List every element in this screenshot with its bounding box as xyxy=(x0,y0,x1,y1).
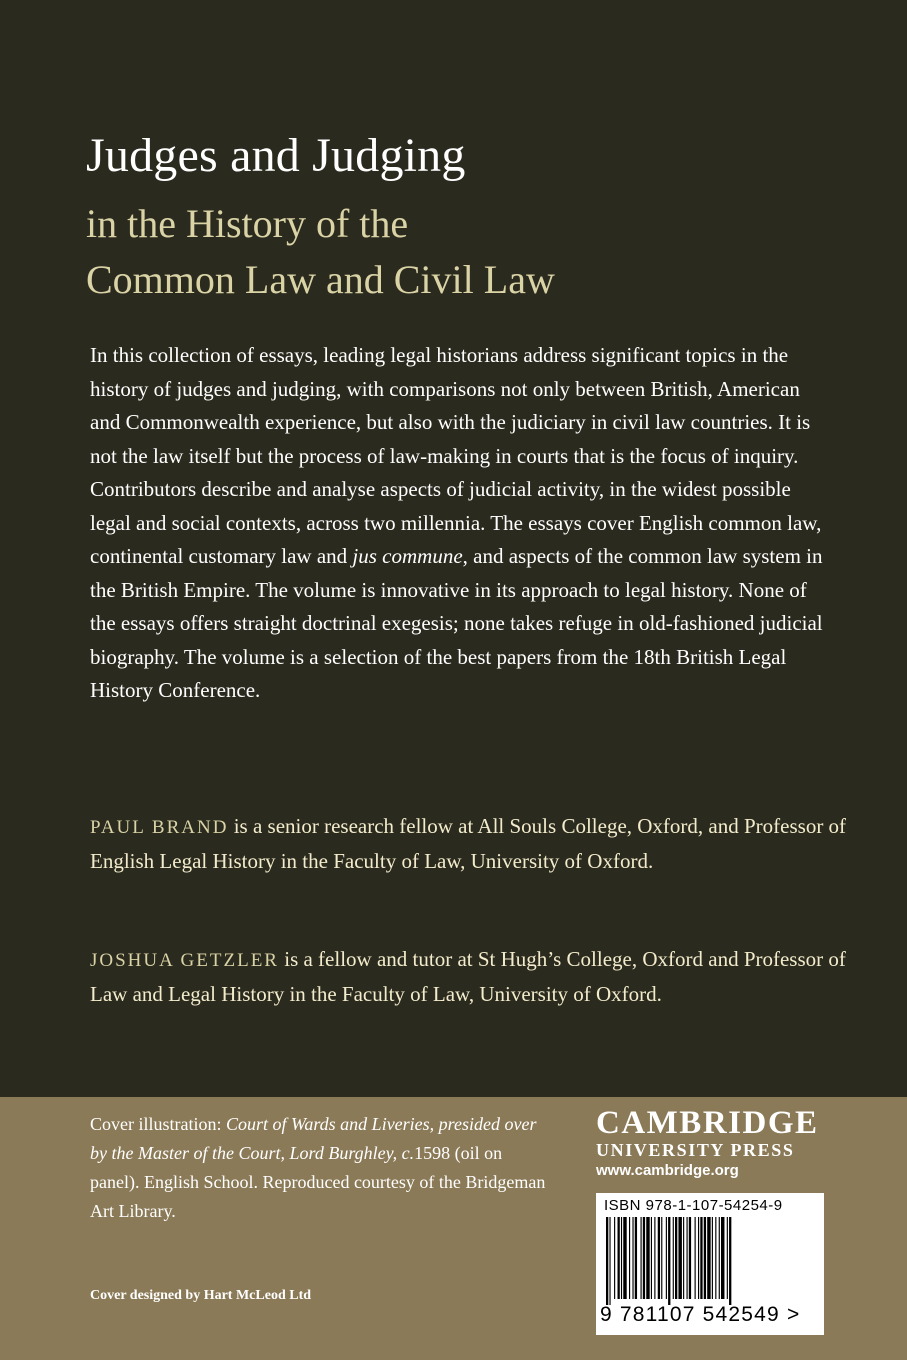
barcode-bar xyxy=(673,1217,674,1299)
author-bio-text: is a fellow and tutor at St Hugh’s College, Oxford and Professor of Law and Legal History in the Faculty of Law, University of Oxford. xyxy=(90,947,846,1006)
barcode-bar xyxy=(729,1217,731,1305)
description-italic-term: jus commune xyxy=(352,544,463,568)
barcode-bar xyxy=(614,1217,615,1299)
barcode-bar xyxy=(687,1217,688,1299)
barcode-bar xyxy=(632,1217,633,1299)
barcode-bar xyxy=(700,1217,702,1299)
author-bio-paul-brand xyxy=(90,810,850,878)
barcode-bar xyxy=(635,1217,637,1299)
barcode-bar xyxy=(651,1217,652,1299)
barcode-number: 9 781107 542549 > xyxy=(600,1303,801,1326)
barcode-bar xyxy=(707,1217,710,1299)
barcode-bar xyxy=(727,1217,728,1299)
barcode-bar xyxy=(606,1217,608,1305)
barcode-bar xyxy=(719,1217,720,1299)
barcode-bar xyxy=(689,1217,691,1299)
barcode-bar xyxy=(621,1217,622,1299)
barcode-bar xyxy=(646,1217,649,1299)
barcode-panel xyxy=(596,1193,824,1335)
barcode-bar xyxy=(661,1217,662,1299)
cover-designer-credit: Cover designed by Hart McLeod Ltd xyxy=(90,1288,312,1303)
barcode-bar xyxy=(704,1217,706,1299)
barcode-bars xyxy=(604,1217,816,1305)
description-part-1: In this collection of essays, leading legal historians address significant topics in the history of judges and judging, with comparisons not only between British, American and Commonwealth experience, but also with the judiciary in civil law countries. It is not the law itself but the process of law-making in courts that is the focus of inquiry. Contributors describe and analyse aspects of judicial activity, in the widest possible legal and social contexts, across two millennia. The essays cover English common law, continental customary law and xyxy=(90,343,822,568)
barcode-bar xyxy=(666,1217,667,1299)
barcode-bar xyxy=(658,1217,660,1299)
subtitle-line-1: in the History of the xyxy=(86,201,409,246)
barcode-bar xyxy=(678,1217,681,1299)
credit-artwork-title: Court of Wards and Liveries, presided over by the Master of the Court, Lord Burghley, c. xyxy=(90,1114,537,1163)
author-bio-joshua-getzler xyxy=(90,943,850,1011)
isbn-label: ISBN 978-1-107-54254-9 xyxy=(604,1197,783,1214)
barcode-bar xyxy=(641,1217,642,1299)
barcode-bar xyxy=(683,1217,684,1299)
publisher-url: www.cambridge.org xyxy=(596,1162,739,1179)
barcode-bar xyxy=(698,1217,699,1299)
barcode-bar xyxy=(695,1217,696,1299)
subtitle-line-2: Common Law and Civil Law xyxy=(86,257,555,302)
barcode-bar xyxy=(654,1217,655,1299)
publisher-press: UNIVERSITY PRESS xyxy=(596,1140,795,1160)
barcode-bar xyxy=(675,1217,677,1299)
credit-prefix: Cover illustration: xyxy=(90,1114,226,1134)
barcode-bar xyxy=(609,1217,610,1305)
book-title: Judges and Judging xyxy=(86,129,466,182)
author-bio-text: is a senior research fellow at All Souls College, Oxford, and Professor of English Legal History in the Faculty of Law, University of Oxford. xyxy=(90,814,847,873)
book-description xyxy=(90,339,830,708)
cover-illustration-credit xyxy=(90,1110,550,1226)
barcode-bar xyxy=(629,1217,630,1299)
author-name: PAUL BRAND xyxy=(90,817,229,838)
barcode-bar xyxy=(721,1217,724,1299)
barcode-bar xyxy=(623,1217,626,1299)
barcode-bar xyxy=(712,1217,713,1299)
description-part-2: , and aspects of the common law system in the British Empire. The volume is innovative in its approach to legal history. None of the essays offers straight doctrinal exegesis; none takes refuge in old-fashioned judicial biography. The volume is a selection of the best papers from the 18th British Legal History Conference. xyxy=(90,544,823,702)
credit-rest: 1598 (oil on panel). English School. Reproduced courtesy of the Bridgeman Art Library. xyxy=(90,1143,546,1221)
barcode-bar xyxy=(715,1217,716,1299)
barcode-bar xyxy=(668,1217,670,1305)
author-name: JOSHUA GETZLER xyxy=(90,950,279,971)
barcode-bar xyxy=(618,1217,620,1299)
publisher-name: CAMBRIDGE xyxy=(596,1105,819,1141)
publisher-logo xyxy=(596,1106,828,1182)
book-subtitle xyxy=(86,196,555,308)
barcode-bar xyxy=(643,1217,645,1299)
